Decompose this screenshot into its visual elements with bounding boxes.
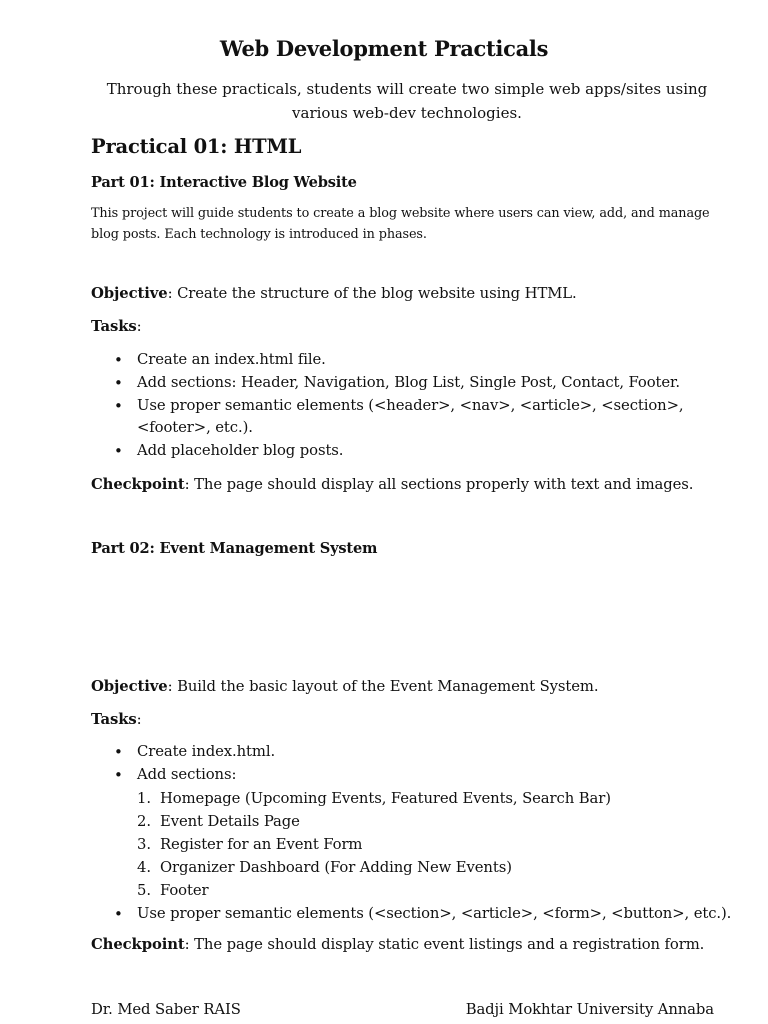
part2-heading: Part 02: Event Management System <box>91 540 378 557</box>
numbered-item <box>137 879 734 902</box>
part1-checkpoint <box>91 474 731 496</box>
footer-university: Badji Mokhtar University Annaba <box>465 1001 714 1018</box>
tasks-label: Tasks <box>91 318 137 335</box>
sections-list <box>137 787 734 903</box>
checkpoint-label: Checkpoint <box>91 476 185 493</box>
item-number: 1. <box>137 789 151 807</box>
page-title: Web Development Practicals <box>219 36 549 61</box>
item-text: Footer <box>160 882 209 900</box>
checkpoint-text: : The page should display all sections properly with text and images. <box>184 476 694 493</box>
list-item-text: Add sections: <box>137 765 237 783</box>
item-text: Homepage (Upcoming Events, Featured Events, Search Bar) <box>160 789 611 807</box>
intro-paragraph: Through these practicals, students will create two simple web apps/sites using various web-dev technologies. <box>106 80 708 122</box>
part1-objective <box>91 283 731 305</box>
part1-task-list <box>114 349 734 463</box>
item-number: 5. <box>137 882 151 900</box>
part1-description: This project will guide students to create a blog website where users can view, add, and manage blog posts. Each technology is introduced in phases. <box>91 206 710 242</box>
objective-text: : Create the structure of the blog website using HTML. <box>167 285 577 302</box>
item-text: Organizer Dashboard (For Adding New Events) <box>160 859 512 877</box>
item-text: Event Details Page <box>160 812 300 830</box>
list-item <box>114 764 734 903</box>
tasks-label: Tasks <box>91 711 137 728</box>
part2-task-list <box>114 741 734 925</box>
tasks-colon: : <box>136 711 142 728</box>
list-item: • Use proper semantic elements (<section>, <article>, <form>, <button>, etc.). <box>114 903 734 926</box>
item-number: 2. <box>137 812 151 830</box>
list-item: • Create index.html. <box>114 741 734 764</box>
part1-heading: Part 01: Interactive Blog Website <box>91 174 357 191</box>
checkpoint-text: : The page should display static event listings and a registration form. <box>184 936 705 953</box>
part1-tasks-label <box>91 316 731 338</box>
list-item: • Add sections: Header, Navigation, Blog List, Single Post, Contact, Footer. <box>114 372 734 395</box>
objective-text: : Build the basic layout of the Event Management System. <box>167 678 599 695</box>
objective-label: Objective <box>91 678 168 695</box>
numbered-item <box>137 787 734 810</box>
item-number: 4. <box>137 859 151 877</box>
part2-checkpoint <box>91 934 731 956</box>
item-text: Register for an Event Form <box>160 836 363 853</box>
part2-objective <box>91 676 731 698</box>
tasks-colon: : <box>136 318 142 335</box>
footer-author: Dr. Med Saber RAIS <box>91 1001 241 1018</box>
list-item: • Create an index.html file. <box>114 349 734 372</box>
list-item: • Add placeholder blog posts. <box>114 440 734 463</box>
practical-heading: Practical 01: HTML <box>91 135 302 158</box>
part2-tasks-label <box>91 709 731 731</box>
checkpoint-label: Checkpoint <box>91 936 185 953</box>
numbered-item <box>137 810 734 833</box>
numbered-item <box>137 856 734 879</box>
numbered-item <box>137 833 734 856</box>
objective-label: Objective <box>91 285 168 302</box>
list-item: • Use proper semantic elements (<header>, <nav>, <article>, <section>, <footer>, etc.). <box>114 395 734 441</box>
item-number: 3. <box>137 836 151 853</box>
